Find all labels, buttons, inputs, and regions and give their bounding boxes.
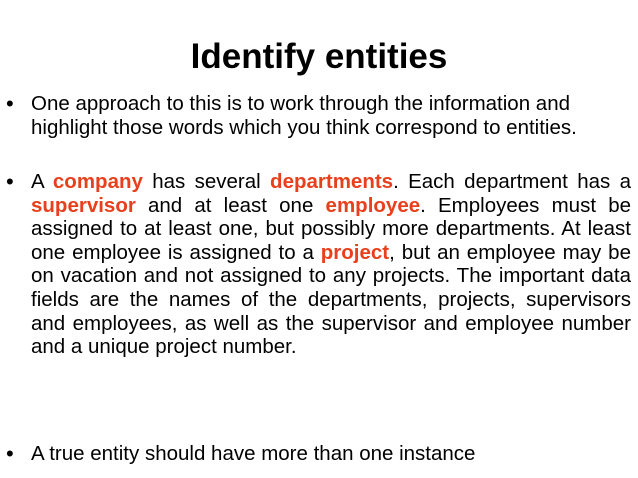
entity-highlight-project: project (320, 240, 390, 264)
bullet-dot-icon: • (6, 169, 14, 194)
scenario-text: A (31, 170, 53, 193)
bullet-dot-icon: • (6, 91, 14, 116)
entity-highlight-departments: departments (270, 170, 394, 193)
scenario-text: . Employees must be assigned to at least one, but possibly more departments. At least one employee is assigned to a (31, 193, 631, 264)
bullet-text: A true entity should have more than one instance (31, 442, 476, 465)
bullet-text-scenario (31, 170, 631, 359)
bullet-text: One approach to this is to work through the information and highlight those words which you think correspond to entities. (31, 92, 577, 139)
scenario-text: has several (142, 170, 271, 193)
entity-highlight-supervisor: supervisor (31, 193, 136, 217)
entity-highlight-employee: employee (325, 193, 421, 217)
scenario-text: . Each department has a (393, 170, 631, 193)
slide-title: Identify entities (190, 37, 448, 76)
bullet-dot-icon: • (6, 441, 14, 466)
entity-highlight-company: company (52, 170, 143, 193)
scenario-text: and at least one (135, 193, 326, 217)
scenario-text: , but an employee may be on vacation and not assigned to any projects. The important data fields are the names of the departments, projects, supervisors and employees, as well as the supervisor and employee number and a unique project number. (31, 240, 631, 359)
